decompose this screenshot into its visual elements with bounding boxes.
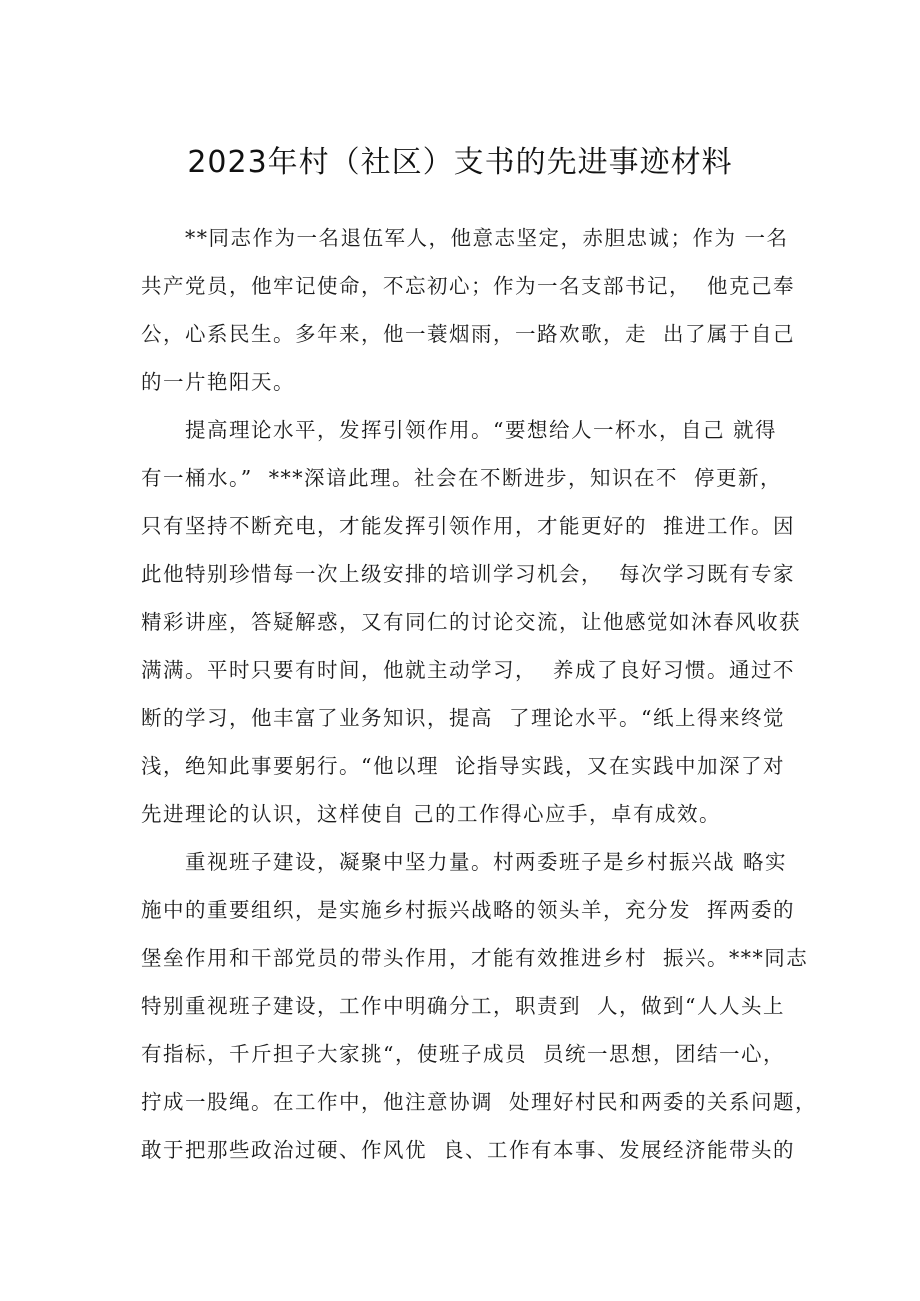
paragraph-line: 拧成一股绳。在工作中，他注意协调 处理好村民和两委的关系问题，: [141, 1090, 818, 1114]
paragraph-line: 此他特别珍惜每一次上级安排的培训学习机会， 每次学习既有专家: [141, 562, 796, 586]
paragraph-line: 公，心系民生。多年来，他一蓑烟雨，一路欢歌，走 出了属于自己: [141, 322, 796, 346]
paragraph-line: 堡垒作用和干部党员的带头作用，才能有效推进乡村 振兴。***同志: [141, 946, 809, 970]
paragraph-line: 先进理论的认识，这样使自 己的工作得心应手，卓有成效。: [141, 802, 722, 826]
paragraph-line: 浅，绝知此事要躬行。“他以理 论指导实践，又在实践中加深了对: [141, 754, 786, 778]
paragraph-line: 特别重视班子建设，工作中明确分工，职责到 人，做到“人人头上: [141, 994, 786, 1018]
paragraph-line: 共产党员，他牢记使命，不忘初心；作为一名支部书记， 他克己奉: [141, 274, 796, 298]
paragraph-line: **同志作为一名退伍军人，他意志坚定，赤胆忠诚；作为 一名: [185, 226, 789, 250]
paragraph-1: [141, 214, 796, 406]
paragraph-line: 精彩讲座，答疑解惑，又有同仁的讨论交流，让他感觉如沐春风收获: [141, 610, 801, 634]
paragraph-line: 的一片艳阳天。: [141, 370, 295, 394]
paragraph-line: 施中的重要组织，是实施乡村振兴战略的领头羊，充分发 挥两委的: [141, 898, 796, 922]
paragraph-line: 重视班子建设，凝聚中坚力量。村两委班子是乡村振兴战 略实: [185, 850, 788, 874]
document-body: [141, 214, 818, 1174]
paragraph-line: 断的学习，他丰富了业务知识，提高 了理论水平。“纸上得来终觉: [141, 706, 786, 730]
paragraph-line: 只有坚持不断充电，才能发挥引领作用，才能更好的 推进工作。因: [141, 514, 796, 538]
paragraph-line: 有指标，千斤担子大家挑“，使班子成员 员统一思想，团结一心，: [141, 1042, 786, 1066]
paragraph-3: [141, 838, 818, 1174]
paragraph-line: 有一桶水。” ***深谙此理。社会在不断进步，知识在不 停更新，: [141, 466, 783, 490]
paragraph-2: [141, 406, 801, 838]
paragraph-line: 提高理论水平，发挥引领作用。“要想给人一杯水，自己 就得: [185, 418, 777, 442]
document-title: 2023年村（社区）支书的先进事迹材料: [187, 145, 733, 180]
paragraph-line: 满满。平时只要有时间，他就主动学习， 养成了良好习惯。通过不: [141, 658, 796, 682]
paragraph-line: 敢于把那些政治过硬、作风优 良、工作有本事、发展经济能带头的: [141, 1138, 796, 1162]
